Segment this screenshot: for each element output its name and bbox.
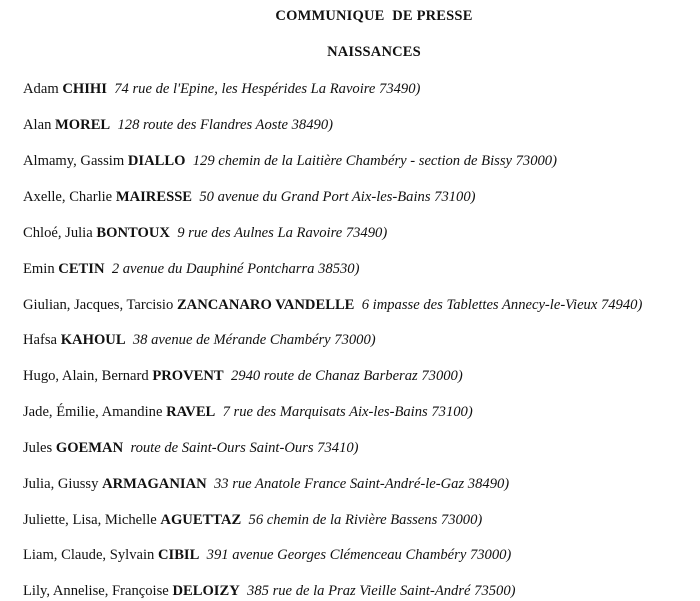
entry-address: 74 rue de l'Epine, les Hespérides La Ravoire 73490) — [114, 81, 421, 97]
list-item — [23, 475, 509, 493]
entry-address: 2 avenue du Dauphiné Pontcharra 38530) — [111, 261, 360, 277]
list-item — [23, 152, 557, 170]
list-item — [23, 439, 359, 457]
entry-last-name: CHIHI — [62, 81, 107, 97]
entry-last-name: ARMAGANIAN — [102, 476, 207, 492]
entry-last-name: BONTOUX — [96, 225, 170, 241]
entry-first-names: Jade, Émilie, Amandine — [23, 404, 163, 420]
page-title: COMMUNIQUE DE PRESSE — [275, 8, 473, 24]
entry-last-name: AGUETTAZ — [160, 512, 242, 528]
list-item — [23, 511, 482, 529]
entry-first-names: Julia, Giussy — [23, 476, 99, 492]
list-item — [23, 546, 511, 564]
entry-address: 6 impasse des Tablettes Annecy-le-Vieux 74940) — [361, 297, 643, 313]
entry-address: 56 chemin de la Rivière Bassens 73000) — [248, 512, 483, 528]
entry-first-names: Chloé, Julia — [23, 225, 93, 241]
list-item — [23, 403, 473, 421]
entry-address: 50 avenue du Grand Port Aix-les-Bains 73100) — [199, 189, 476, 205]
list-item — [23, 116, 333, 134]
entry-address: 129 chemin de la Laitière Chambéry - section de Bissy 73000) — [192, 153, 557, 169]
list-item — [23, 224, 387, 242]
entry-last-name: CIBIL — [157, 547, 200, 563]
entry-last-name: RAVEL — [166, 404, 216, 420]
entry-first-names: Giulian, Jacques, Tarcisio — [23, 297, 174, 313]
entry-first-names: Hafsa — [23, 332, 58, 348]
entry-last-name: CETIN — [58, 261, 105, 277]
entry-first-names: Juliette, Lisa, Michelle — [23, 512, 157, 528]
entry-address: 38 avenue de Mérande Chambéry 73000) — [132, 332, 376, 348]
entry-first-names: Jules — [23, 440, 53, 456]
entry-last-name: DIALLO — [127, 153, 186, 169]
entry-first-names: Hugo, Alain, Bernard — [23, 368, 149, 384]
entry-address: route de Saint-Ours Saint-Ours 73410) — [130, 440, 359, 456]
entry-last-name: ZANCANARO VANDELLE — [176, 297, 355, 313]
entry-first-names: Lily, Annelise, Françoise — [23, 583, 169, 599]
entry-address: 128 route des Flandres Aoste 38490) — [117, 117, 333, 133]
list-item — [23, 260, 359, 278]
entry-address: 33 rue Anatole France Saint-André-le-Gaz 38490) — [213, 476, 510, 492]
entry-last-name: GOEMAN — [55, 440, 124, 456]
entry-last-name: KAHOUL — [60, 332, 126, 348]
section-heading: NAISSANCES — [327, 44, 421, 60]
entry-address: 2940 route de Chanaz Barberaz 73000) — [230, 368, 463, 384]
entry-address: 9 rue des Aulnes La Ravoire 73490) — [177, 225, 388, 241]
entry-last-name: MOREL — [55, 117, 111, 133]
list-item — [23, 367, 463, 385]
list-item — [23, 80, 420, 98]
list-item — [23, 296, 642, 314]
entry-first-names: Axelle, Charlie — [23, 189, 113, 205]
list-item — [23, 331, 376, 349]
list-item — [23, 188, 476, 206]
entry-address: 391 avenue Georges Clémenceau Chambéry 73000) — [206, 547, 512, 563]
entry-first-names: Alan — [23, 117, 52, 133]
entry-last-name: MAIRESSE — [115, 189, 193, 205]
entry-address: 7 rue des Marquisats Aix-les-Bains 73100) — [222, 404, 473, 420]
entry-first-names: Liam, Claude, Sylvain — [23, 547, 155, 563]
list-item — [23, 582, 516, 600]
entry-last-name: PROVENT — [152, 368, 224, 384]
entry-first-names: Almamy, Gassim — [23, 153, 125, 169]
entry-address: 385 rue de la Praz Vieille Saint-André 73500) — [247, 583, 516, 599]
entry-first-names: Emin — [23, 261, 55, 277]
entry-last-name: DELOIZY — [172, 583, 240, 599]
entry-first-names: Adam — [23, 81, 59, 97]
